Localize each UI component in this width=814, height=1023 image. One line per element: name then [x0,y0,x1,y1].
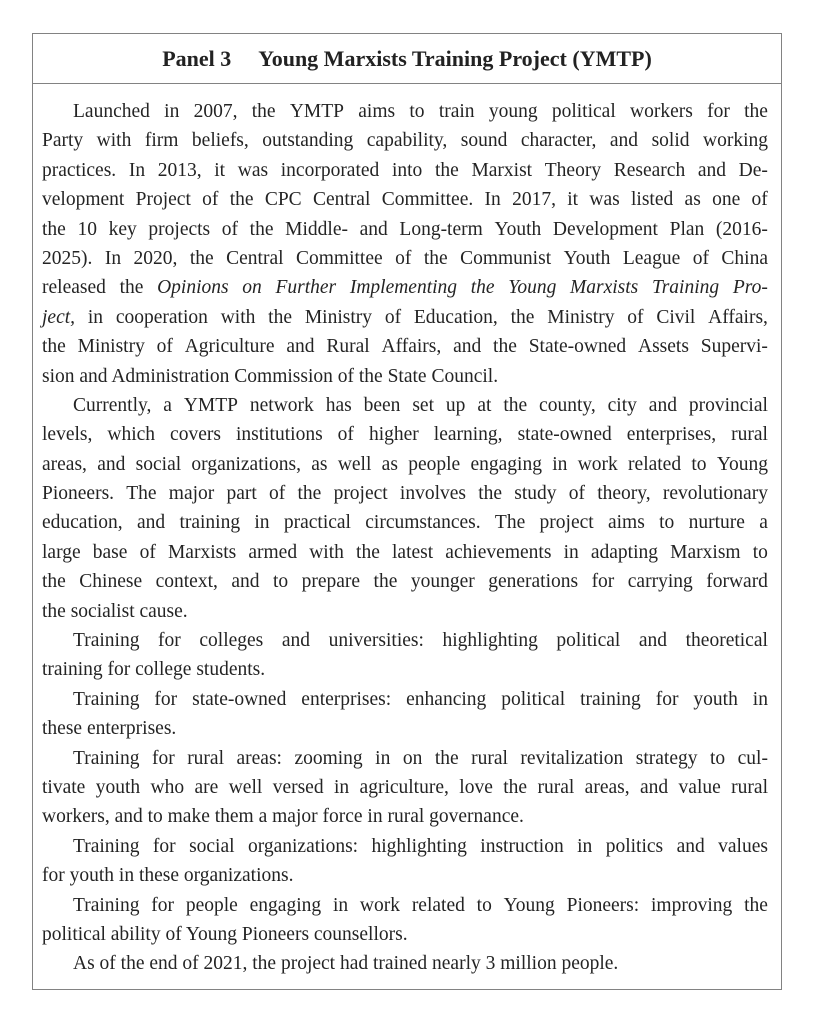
body-text: the socialist cause. [42,600,188,622]
text-line [42,597,768,626]
text-line: Training for social organizations: highlighting instruction in politics and values [73,835,768,857]
text-line: velopment Project of the CPC Central Committee. In 2017, it was listed as one of [42,189,768,211]
text-line: ject, in cooperation with the Ministry of Education, the Ministry of Civil Affairs, [42,306,768,328]
text-line: the Ministry of Agriculture and Rural Affairs, and the State-owned Assets Supervi- [42,336,768,358]
text-line: Pioneers. The major part of the project involves the study of theory, revolutionary [42,483,768,505]
panel-label: Panel 3 [162,45,232,71]
text-line: Training for people engaging in work related to Young Pioneers: improving the [73,894,768,916]
body-text: for youth in these organizations. [42,865,294,887]
text-line [42,920,768,949]
text-line: large base of Marxists armed with the latest achievements in adapting Marxism to [42,541,768,563]
body-text: sion and Administration Commission of the State Council. [42,365,499,387]
text-line: Party with firm beliefs, outstanding capability, sound character, and solid working [42,130,768,152]
text-line: Training for state-owned enterprises: enhancing political training for youth in [73,688,768,710]
panel-body [33,84,781,979]
panel-title: Young Marxists Training Project (YMTP) [258,45,652,71]
text-line [42,714,768,743]
text-line: Training for colleges and universities: highlighting political and theoretical [73,630,768,652]
text-line: the 10 key projects of the Middle- and Long-term Youth Development Plan (2016- [42,218,768,240]
body-text: political ability of Young Pioneers counsellors. [42,923,408,945]
panel-header [33,34,781,84]
text-line: areas, and social organizations, as well as people engaging in work related to Young [42,453,768,475]
text-line: practices. In 2013, it was incorporated into the Marxist Theory Research and De- [42,159,768,181]
text-line: released the Opinions on Further Implementing the Young Marxists Training Pro- [42,277,768,299]
text-line [42,861,768,890]
text-line [42,655,768,684]
text-line: Currently, a YMTP network has been set up at the county, city and provincial [73,394,768,416]
body-text: these enterprises. [42,718,177,740]
text-line: levels, which covers institutions of higher learning, state-owned enterprises, rural [42,424,768,446]
text-line [42,802,768,831]
text-line [42,949,768,978]
text-line: the Chinese context, and to prepare the younger generations for carrying forward [42,571,768,593]
text-line: tivate youth who are well versed in agriculture, love the rural areas, and value rural [42,776,768,798]
body-text: workers, and to make them a major force in rural governance. [42,806,524,828]
text-line: Launched in 2007, the YMTP aims to train young political workers for the [73,101,768,122]
text-line [42,362,768,391]
text-line: 2025). In 2020, the Central Committee of the Communist Youth League of China [42,247,768,269]
text-line: Training for rural areas: zooming in on the rural revitalization strategy to cul- [73,747,768,769]
body-text: As of the end of 2021, the project had trained nearly 3 million people. [73,953,619,975]
panel-box [32,33,782,990]
text-line: education, and training in practical circumstances. The project aims to nurture a [42,512,768,534]
body-text: training for college students. [42,659,266,681]
